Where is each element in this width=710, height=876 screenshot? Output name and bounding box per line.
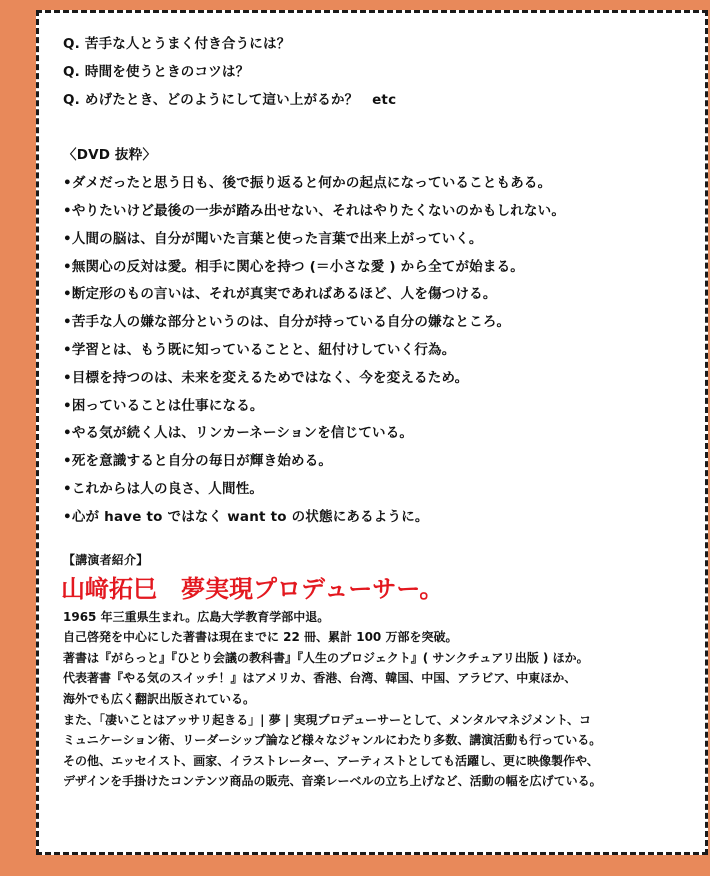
dvd-item: •人間の脳は、自分が聞いた言葉と使った言葉で出来上がっていく。 — [63, 230, 483, 247]
dvd-item: •無関心の反対は愛。相手に関心を持つ (＝小さな愛 ) から全てが始まる。 — [63, 258, 524, 275]
content-card — [36, 10, 708, 855]
bio-line: 海外でも広く翻訳出版されている。 — [63, 691, 256, 706]
bio-line: その他、エッセイスト、画家、イラストレーター、アーティストとしても活躍し、更に映像製作や、 — [63, 753, 599, 768]
dvd-item: •困っていることは仕事になる。 — [63, 397, 264, 414]
question-item: Q. 苦手な人とうまく付き合うには？ — [63, 36, 291, 52]
dvd-item: •ダメだったと思う日も、後で振り返ると何かの起点になっていることもある。 — [63, 175, 552, 192]
bio-line: 著書は『がらっと』『ひとり会議の教科書』『人生のプロジェクト』( サンクチュアリ出版 ) ほか。 — [63, 650, 589, 665]
speaker-heading: 【講演者紹介】 — [63, 552, 149, 567]
dvd-item: •断定形のもの言いは、それが真実であればあるほど、人を傷つける。 — [63, 286, 497, 303]
bio-line: 1965 年三重県生まれ。広島大学教育学部中退。 — [63, 609, 330, 624]
dvd-item: •死を意識すると自分の毎日が輝き始める。 — [63, 453, 333, 470]
question-list — [63, 31, 695, 114]
bio-line: また、「凄いことはアッサリ起きる」| 夢 | 実現プロデューサーとして、メンタルマネジメント、コ — [63, 712, 591, 727]
question-item: Q. 時間を使うときのコツは？ — [63, 63, 250, 80]
question-item: Q. めげたとき、どのようにして這い上がるか？ etc — [63, 91, 397, 108]
speaker-bio — [63, 607, 695, 792]
dvd-item: •目標を持つのは、未来を変えるためではなく、今を変えるため。 — [63, 369, 469, 386]
dvd-heading: 〈DVD 抜粋〉 — [63, 147, 157, 164]
bio-line: 代表著書『やる気のスイッチ！』はアメリカ、香港、台湾、韓国、中国、アラビア、中東ほか、 — [63, 671, 577, 686]
dvd-item: •苦手な人の嫌な部分というのは、自分が持っている自分の嫌なところ。 — [63, 314, 511, 331]
card-content — [63, 31, 695, 792]
speaker-name: 山﨑拓巳 夢実現プロデューサー。 — [61, 574, 444, 603]
dvd-item: •心が have to ではなく want to の状態にあるように。 — [63, 508, 429, 525]
dvd-item: •学習とは、もう既に知っていることと、紐付けしていく行為。 — [63, 341, 456, 358]
dvd-item: •やりたいけど最後の一歩が踏み出せない、それはやりたくないのかもしれない。 — [63, 202, 566, 219]
dvd-excerpt-list — [63, 170, 695, 531]
dvd-item: •これからは人の良さ、人間性。 — [63, 480, 264, 497]
bio-line: 自己啓発を中心にした著書は現在までに 22 冊、累計 100 万部を突破。 — [63, 630, 458, 645]
bio-line: ミュニケーション術、リーダーシップ論など様々なジャンルにわたり多数、講演活動も行っている。 — [63, 733, 602, 748]
bio-line: デザインを手掛けたコンテンツ商品の販売、音楽レーベルの立ち上げなど、活動の幅を広げている。 — [63, 774, 602, 789]
dvd-item: •やる気が続く人は、リンカーネーションを信じている。 — [63, 425, 414, 442]
